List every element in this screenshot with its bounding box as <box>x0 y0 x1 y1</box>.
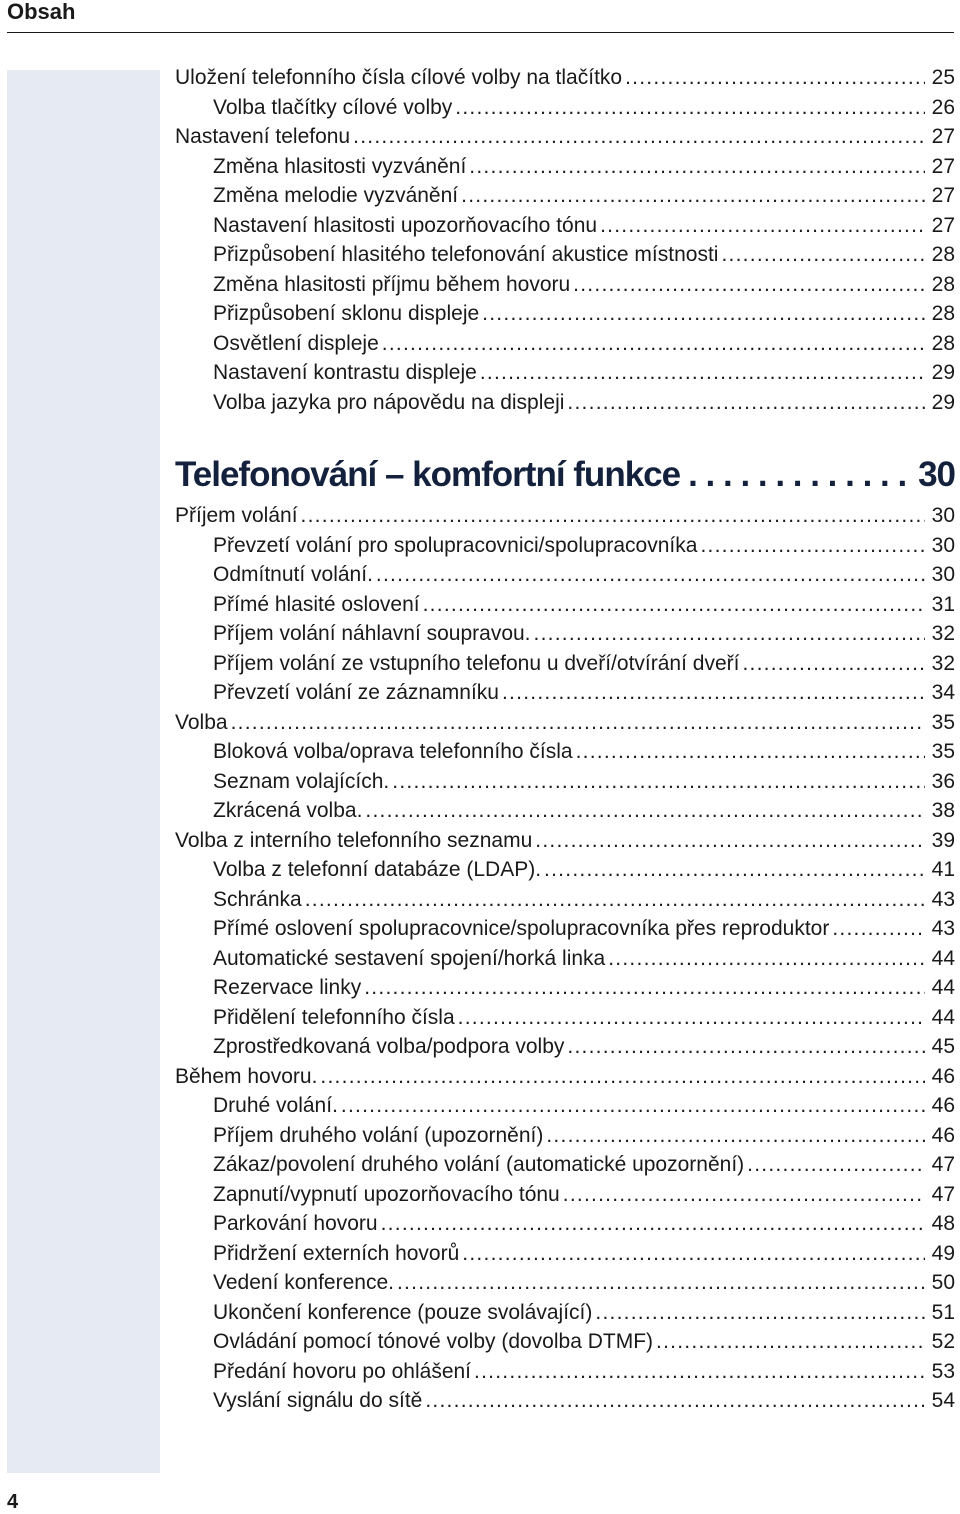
toc-entry-page: 34 <box>931 681 955 704</box>
toc-entry-title: Přímé hlasité oslovení <box>213 592 420 616</box>
toc-entry-title: Druhé volání. <box>213 1094 338 1117</box>
toc-leader-dots <box>422 1386 925 1416</box>
toc-entry-title: Osvětlení displeje <box>213 331 379 355</box>
toc-entry-page: 28 <box>931 272 955 296</box>
toc-leader-dots <box>570 270 925 300</box>
toc-entry-page: 48 <box>931 1212 955 1235</box>
toc-leader-dots <box>564 1032 925 1062</box>
toc-leader-dots <box>718 240 925 270</box>
toc-entry[interactable] <box>175 708 955 738</box>
toc-entry[interactable] <box>175 855 955 885</box>
toc-entry-page: 52 <box>931 1330 955 1353</box>
toc-entry-page: 47 <box>931 1153 955 1176</box>
toc-leader-dots <box>564 388 925 418</box>
toc-entry-title: Příjem volání náhlavní soupravou. <box>213 622 531 645</box>
toc-entry-page: 54 <box>931 1389 955 1412</box>
toc-entry-title: Bloková volba/oprava telefonního čísla <box>213 740 573 763</box>
toc-entry-page: 46 <box>931 1064 955 1088</box>
toc-entry-title: Přizpůsobení sklonu displeje <box>213 302 480 325</box>
toc-entry-page: 35 <box>931 740 955 763</box>
toc-entry-title: Příjem druhého volání (upozornění) <box>213 1123 544 1147</box>
toc-entry-title: Převzetí volání pro spolupracovnici/spolupracovníka <box>213 533 698 557</box>
toc-leader-dots <box>739 649 925 679</box>
toc-entry-page: 30 <box>931 504 955 527</box>
toc-entry-title: Zapnutí/vypnutí upozorňovacího tónu <box>213 1182 560 1206</box>
toc-entry-page: 28 <box>931 302 955 325</box>
toc-entry-title: Změna hlasitosti vyzvánění <box>213 154 467 178</box>
toc-entry-title: Převzetí volání ze záznamníku <box>213 681 499 704</box>
toc-leader-dots <box>543 1121 925 1151</box>
section-title: Telefonování – komfortní funkce <box>175 455 681 494</box>
toc-leader-dots <box>531 619 925 649</box>
toc-list-bottom <box>175 501 955 1416</box>
toc-entry[interactable] <box>175 590 955 620</box>
toc-entry-page: 46 <box>931 1094 955 1117</box>
toc-entry-title: Ovládání pomocí tónové volby (dovolba DTMF) <box>213 1330 654 1353</box>
toc-leader-dots <box>541 855 925 885</box>
toc-leader-dots <box>459 1239 925 1269</box>
toc-entry-title: Nastavení telefonu <box>175 125 351 148</box>
toc-entry-page: 44 <box>931 1005 955 1029</box>
toc-entry-page: 29 <box>931 361 955 384</box>
toc-entry-page: 44 <box>931 976 955 999</box>
toc-entry[interactable] <box>175 211 955 241</box>
toc-entry-title: Volba <box>175 710 228 734</box>
toc-entry-page: 43 <box>931 917 955 940</box>
toc-entry-title: Uložení telefonního čísla cílové volby na tlačítko <box>175 66 623 89</box>
toc-leader-dots <box>560 1180 925 1210</box>
toc-entry[interactable] <box>175 1062 955 1092</box>
toc-entry-title: Parkování hovoru <box>213 1212 378 1235</box>
toc-entry[interactable] <box>175 649 955 679</box>
toc-leader-dots <box>622 63 925 93</box>
side-margin-band <box>7 70 160 1473</box>
toc-entry-title: Přidržení externích hovorů <box>213 1241 460 1265</box>
toc-entry-page: 51 <box>931 1300 955 1324</box>
toc-entry[interactable] <box>175 737 955 767</box>
toc-entry[interactable] <box>175 388 955 418</box>
toc-entry-title: Změna hlasitosti příjmu během hovoru <box>213 272 571 296</box>
toc-leader-dots <box>302 885 925 915</box>
toc-leader-dots <box>471 1357 925 1387</box>
toc-entry-title: Volba z interního telefonního seznamu <box>175 828 533 852</box>
toc-leader-dots <box>458 181 925 211</box>
toc-leader-dots <box>597 211 925 241</box>
toc-entry-page: 28 <box>931 331 955 355</box>
toc-entry[interactable] <box>175 885 955 915</box>
toc-leader-dots <box>697 531 925 561</box>
toc-entry-title: Rezervace linky <box>213 976 362 999</box>
toc-entry-title: Volba z telefonní databáze (LDAP). <box>213 858 542 881</box>
toc-entry-page: 50 <box>931 1271 955 1294</box>
toc-entry[interactable] <box>175 1003 955 1033</box>
toc-entry-page: 45 <box>931 1035 955 1058</box>
toc-entry-title: Nastavení hlasitosti upozorňovacího tónu <box>213 213 598 237</box>
table-of-contents <box>175 63 955 1416</box>
toc-leader-dots <box>592 1298 925 1328</box>
toc-entry-title: Příjem volání ze vstupního telefonu u dveří/otvírání dveří <box>213 651 740 675</box>
toc-entry[interactable] <box>175 1386 955 1416</box>
toc-leader-dots <box>338 1091 925 1121</box>
toc-entry-title: Vedení konference. <box>213 1271 394 1294</box>
toc-entry-title: Příjem volání <box>175 504 298 527</box>
toc-entry[interactable] <box>175 1091 955 1121</box>
toc-entry-page: 31 <box>931 592 955 616</box>
toc-entry-page: 27 <box>931 213 955 237</box>
toc-entry[interactable] <box>175 358 955 388</box>
toc-entry[interactable] <box>175 1239 955 1269</box>
toc-entry[interactable] <box>175 560 955 590</box>
toc-entry[interactable] <box>175 619 955 649</box>
toc-entry-page: 36 <box>931 769 955 793</box>
toc-entry-page: 39 <box>931 828 955 852</box>
toc-entry[interactable] <box>175 240 955 270</box>
toc-entry-page: 32 <box>931 622 955 645</box>
toc-entry-title: Volba tlačítky cílové volby <box>213 95 453 119</box>
toc-leader-dots <box>477 358 925 388</box>
toc-entry-title: Předání hovoru po ohlášení <box>213 1359 472 1383</box>
toc-entry[interactable] <box>175 531 955 561</box>
toc-entry-page: 27 <box>931 125 955 148</box>
page-header-title: Obsah <box>7 0 76 24</box>
toc-entry-title: Automatické sestavení spojení/horká linka <box>213 946 606 970</box>
toc-list-top <box>175 63 955 417</box>
toc-leader-dots <box>653 1327 925 1357</box>
toc-entry[interactable] <box>175 767 955 797</box>
toc-entry-title: Přímé oslovení spolupracovnice/spolupracovníka přes reproduktor <box>213 917 830 940</box>
header-divider <box>7 32 954 33</box>
toc-leader-dots <box>532 826 925 856</box>
toc-entry[interactable] <box>175 329 955 359</box>
toc-leader-dots <box>829 914 925 944</box>
toc-entry[interactable] <box>175 299 955 329</box>
toc-entry-page: 29 <box>931 390 955 414</box>
toc-entry-page: 32 <box>931 651 955 675</box>
toc-entry-title: Seznam volajících. <box>213 769 390 793</box>
toc-leader-dots <box>479 299 925 329</box>
toc-entry[interactable] <box>175 1268 955 1298</box>
toc-entry-title: Volba jazyka pro nápovědu na displeji <box>213 390 565 414</box>
toc-entry[interactable] <box>175 1032 955 1062</box>
toc-entry-page: 25 <box>931 66 955 89</box>
toc-leader-dots <box>452 93 925 123</box>
toc-leader-dots <box>298 501 925 531</box>
toc-entry-page: 53 <box>931 1359 955 1383</box>
toc-section-heading[interactable] <box>175 455 955 495</box>
toc-leader-dots <box>394 1268 925 1298</box>
toc-entry[interactable] <box>175 181 955 211</box>
toc-entry-title: Zprostředkovaná volba/podpora volby <box>213 1035 565 1058</box>
toc-entry-page: 46 <box>931 1123 955 1147</box>
toc-entry-page: 30 <box>931 533 955 557</box>
toc-leader-dots <box>744 1150 925 1180</box>
toc-leader-dots <box>378 1209 925 1239</box>
toc-entry-title: Vyslání signálu do sítě <box>213 1389 423 1412</box>
toc-entry-title: Nastavení kontrastu displeje <box>213 361 477 384</box>
toc-leader-dots <box>373 560 925 590</box>
toc-entry[interactable] <box>175 63 955 93</box>
toc-leader-dots <box>228 708 925 738</box>
toc-entry[interactable] <box>175 93 955 123</box>
toc-leader-dots <box>605 944 925 974</box>
toc-entry-title: Během hovoru. <box>175 1064 318 1088</box>
toc-entry-title: Zákaz/povolení druhého volání (automatické upozornění) <box>213 1153 745 1176</box>
toc-entry[interactable] <box>175 973 955 1003</box>
toc-entry-page: 27 <box>931 154 955 178</box>
toc-leader-dots <box>350 122 925 152</box>
toc-entry[interactable] <box>175 1298 955 1328</box>
toc-entry[interactable] <box>175 1180 955 1210</box>
toc-entry[interactable] <box>175 122 955 152</box>
toc-entry-page: 47 <box>931 1182 955 1206</box>
toc-leader-dots <box>389 767 925 797</box>
section-leader-dots <box>680 455 908 495</box>
toc-leader-dots <box>361 973 925 1003</box>
toc-entry-page: 41 <box>931 858 955 881</box>
toc-entry[interactable] <box>175 152 955 182</box>
toc-leader-dots <box>466 152 925 182</box>
toc-entry[interactable] <box>175 1357 955 1387</box>
toc-entry-page: 28 <box>931 243 955 266</box>
toc-entry-page: 43 <box>931 887 955 911</box>
toc-entry-page: 44 <box>931 946 955 970</box>
toc-leader-dots <box>573 737 925 767</box>
toc-entry-title: Zkrácená volba. <box>213 799 363 822</box>
section-page-number: 30 <box>918 455 955 494</box>
toc-entry[interactable] <box>175 1209 955 1239</box>
toc-entry-title: Schránka <box>213 887 302 911</box>
toc-entry-page: 26 <box>931 95 955 119</box>
toc-entry[interactable] <box>175 1327 955 1357</box>
toc-entry[interactable] <box>175 1150 955 1180</box>
toc-entry-page: 30 <box>931 563 955 586</box>
toc-leader-dots <box>499 678 925 708</box>
toc-leader-dots <box>317 1062 925 1092</box>
toc-entry[interactable] <box>175 1121 955 1151</box>
toc-leader-dots <box>379 329 925 359</box>
toc-leader-dots <box>362 796 925 826</box>
toc-entry-title: Přidělení telefonního čísla <box>213 1005 455 1029</box>
toc-leader-dots <box>420 590 925 620</box>
toc-entry[interactable] <box>175 826 955 856</box>
toc-entry[interactable] <box>175 501 955 531</box>
toc-leader-dots <box>455 1003 925 1033</box>
toc-entry-title: Přizpůsobení hlasitého telefonování akustice místnosti <box>213 243 719 266</box>
toc-entry-title: Změna melodie vyzvánění <box>213 184 459 207</box>
page-number: 4 <box>7 1491 19 1513</box>
toc-entry[interactable] <box>175 944 955 974</box>
toc-entry-page: 35 <box>931 710 955 734</box>
toc-entry[interactable] <box>175 270 955 300</box>
toc-entry[interactable] <box>175 914 955 944</box>
toc-entry-page: 27 <box>931 184 955 207</box>
toc-entry-title: Odmítnutí volání. <box>213 563 373 586</box>
toc-entry-page: 38 <box>931 799 955 822</box>
toc-entry[interactable] <box>175 796 955 826</box>
toc-entry-page: 49 <box>931 1241 955 1265</box>
toc-entry[interactable] <box>175 678 955 708</box>
toc-entry-title: Ukončení konference (pouze svolávající) <box>213 1300 593 1324</box>
